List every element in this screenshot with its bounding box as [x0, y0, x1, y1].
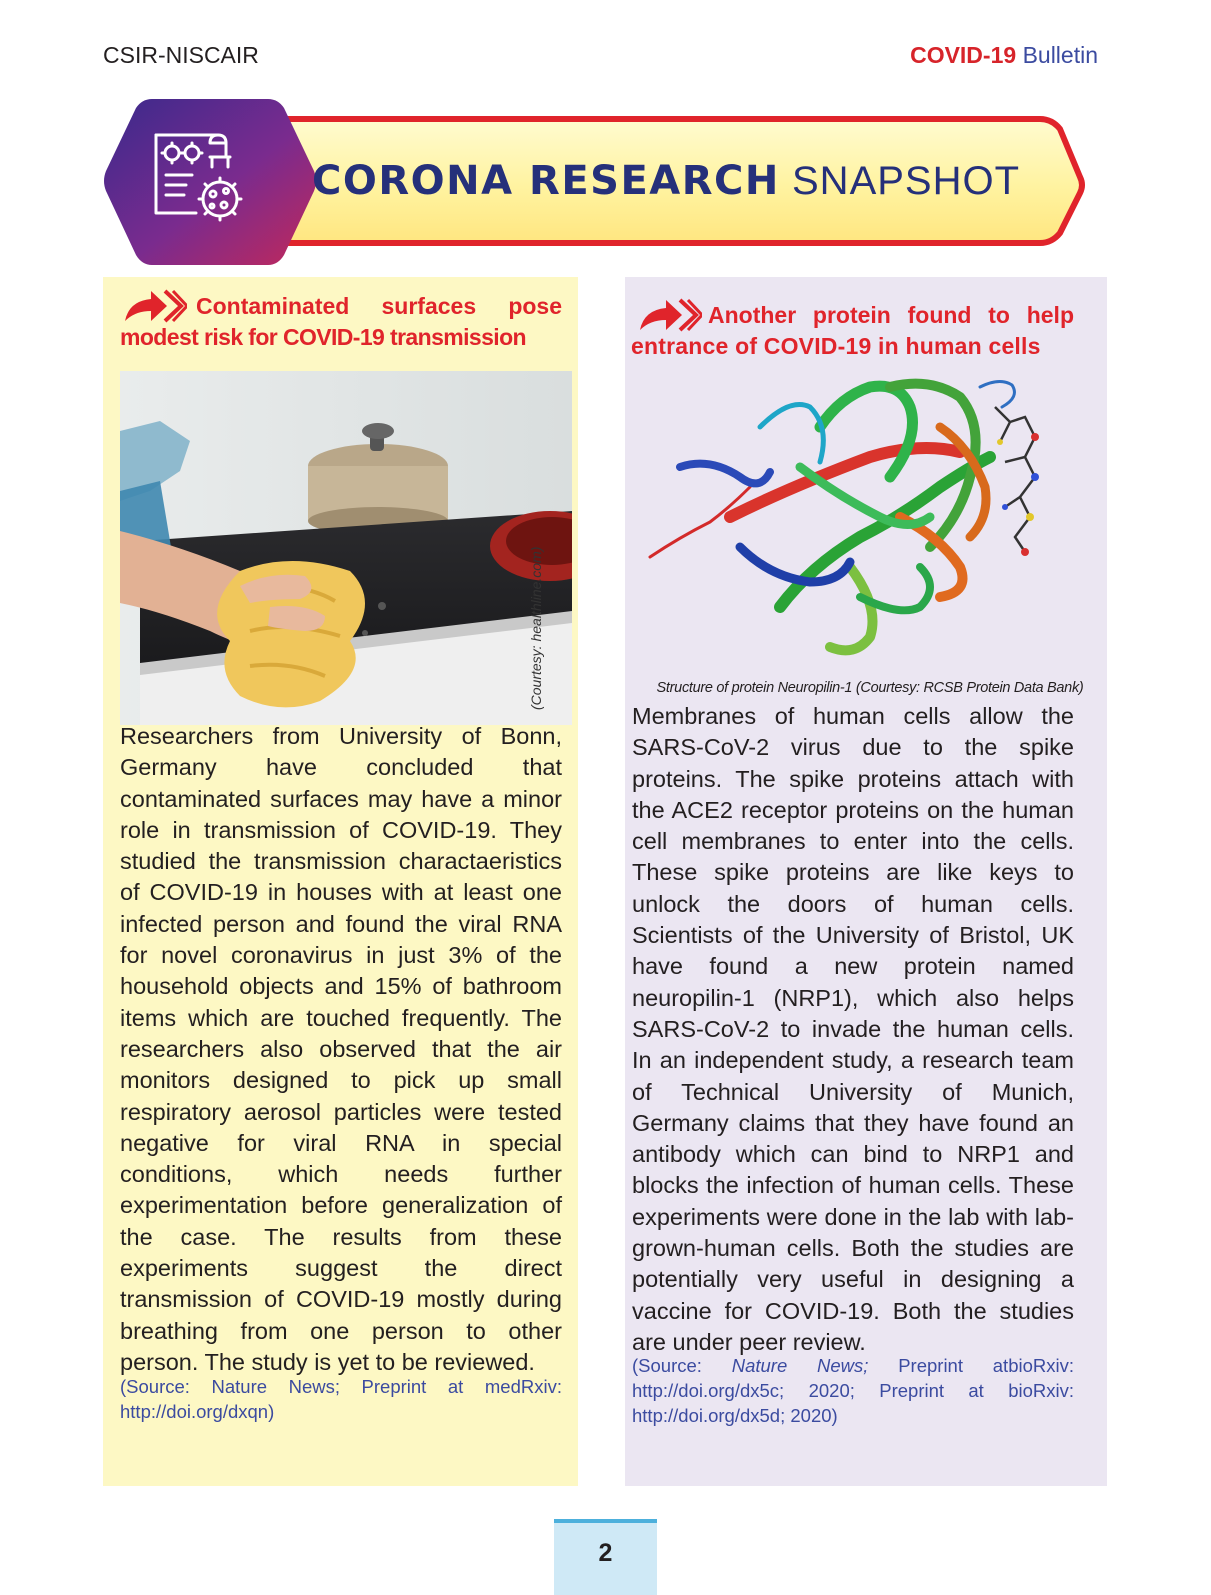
right-source-rest: Preprint atbioRxiv: http://doi.org/dx5c; 2020; Preprint at bioRxiv: http://doi.org/dx5d; 2020): [632, 1355, 1074, 1426]
protein-image-caption: Structure of protein Neuropilin-1 (Courtesy: RCSB Protein Data Bank): [656, 680, 1084, 696]
bulletin-covid-label: COVID-19: [910, 42, 1017, 68]
right-headline-line-2: entrance of COVID-19 in human cells: [631, 333, 1041, 359]
page-number: 2: [598, 1539, 613, 1567]
left-headline-line-1: Contaminated surfaces pose: [196, 293, 562, 319]
right-article-source: [632, 1353, 1074, 1428]
section-title-strong: CORONA RESEARCH: [312, 158, 780, 204]
right-headline-line-1: Another protein found to help: [708, 302, 1074, 328]
right-source-prefix: (Source:: [632, 1355, 732, 1376]
bulletin-label: Bulletin: [1022, 42, 1098, 68]
section-title-light: SNAPSHOT: [792, 159, 1021, 203]
bulletin-title: [910, 42, 1098, 69]
left-headline-line-2: modest risk for COVID-19 transmission: [120, 324, 526, 350]
cleaning-surface-photo: [120, 371, 572, 725]
right-headline: [631, 300, 1074, 362]
right-article-body: Membranes of human cells allow the SARS-CoV-2 virus due to the spike proteins. The spike proteins attach with the ACE2 receptor proteins on the human cell membranes to enter into the cells. These spike proteins are like keys to unlock the doors of human cells. Scientists of the University of Bristol, UK have found a new protein named neuropilin-1 (NRP1), which also helps SARS-CoV-2 to invade the human cells. In an independent study, a research team of Technical University of Munich, Germany claims that they have found an antibody which can bind to NRP1 and blocks the infection of human cells. These experiments were done in the lab with lab-grown-human cells. Both the studies are potentially very useful in designing a vaccine for COVID-19. Both the studies are under peer review.: [632, 703, 1074, 1355]
right-source-italic: Nature News;: [731, 1355, 869, 1376]
left-article-source: (Source: Nature News; Preprint at medRxiv: http://doi.org/dxqn): [120, 1376, 562, 1422]
neuropilin-1-structure-image: [640, 367, 1090, 677]
publisher-name: CSIR-NISCAIR: [103, 42, 259, 68]
photo-credit: (Courtesy: healthline.com): [528, 546, 544, 710]
section-title: [312, 158, 1020, 204]
left-headline: [120, 291, 562, 353]
left-article-body: Researchers from University of Bonn, Germany have concluded that contaminated surfaces may have a minor role in transmission of COVID-19. They studied the transmission charactaeristics of COVID-19 in houses with at least one infected person and found the viral RNA for novel coronavirus in just 3% of the household objects and 15% of bathroom items which are touched frequently. The researchers also observed that the air monitors designed to pick up small respiratory aerosol particles were tested negative for viral RNA in special conditions, which needs further experimentation before generalization of the case. The results from these experiments suggest the direct transmission of COVID-19 mostly during breathing from one person to other person. The study is yet to be reviewed.: [120, 723, 562, 1375]
